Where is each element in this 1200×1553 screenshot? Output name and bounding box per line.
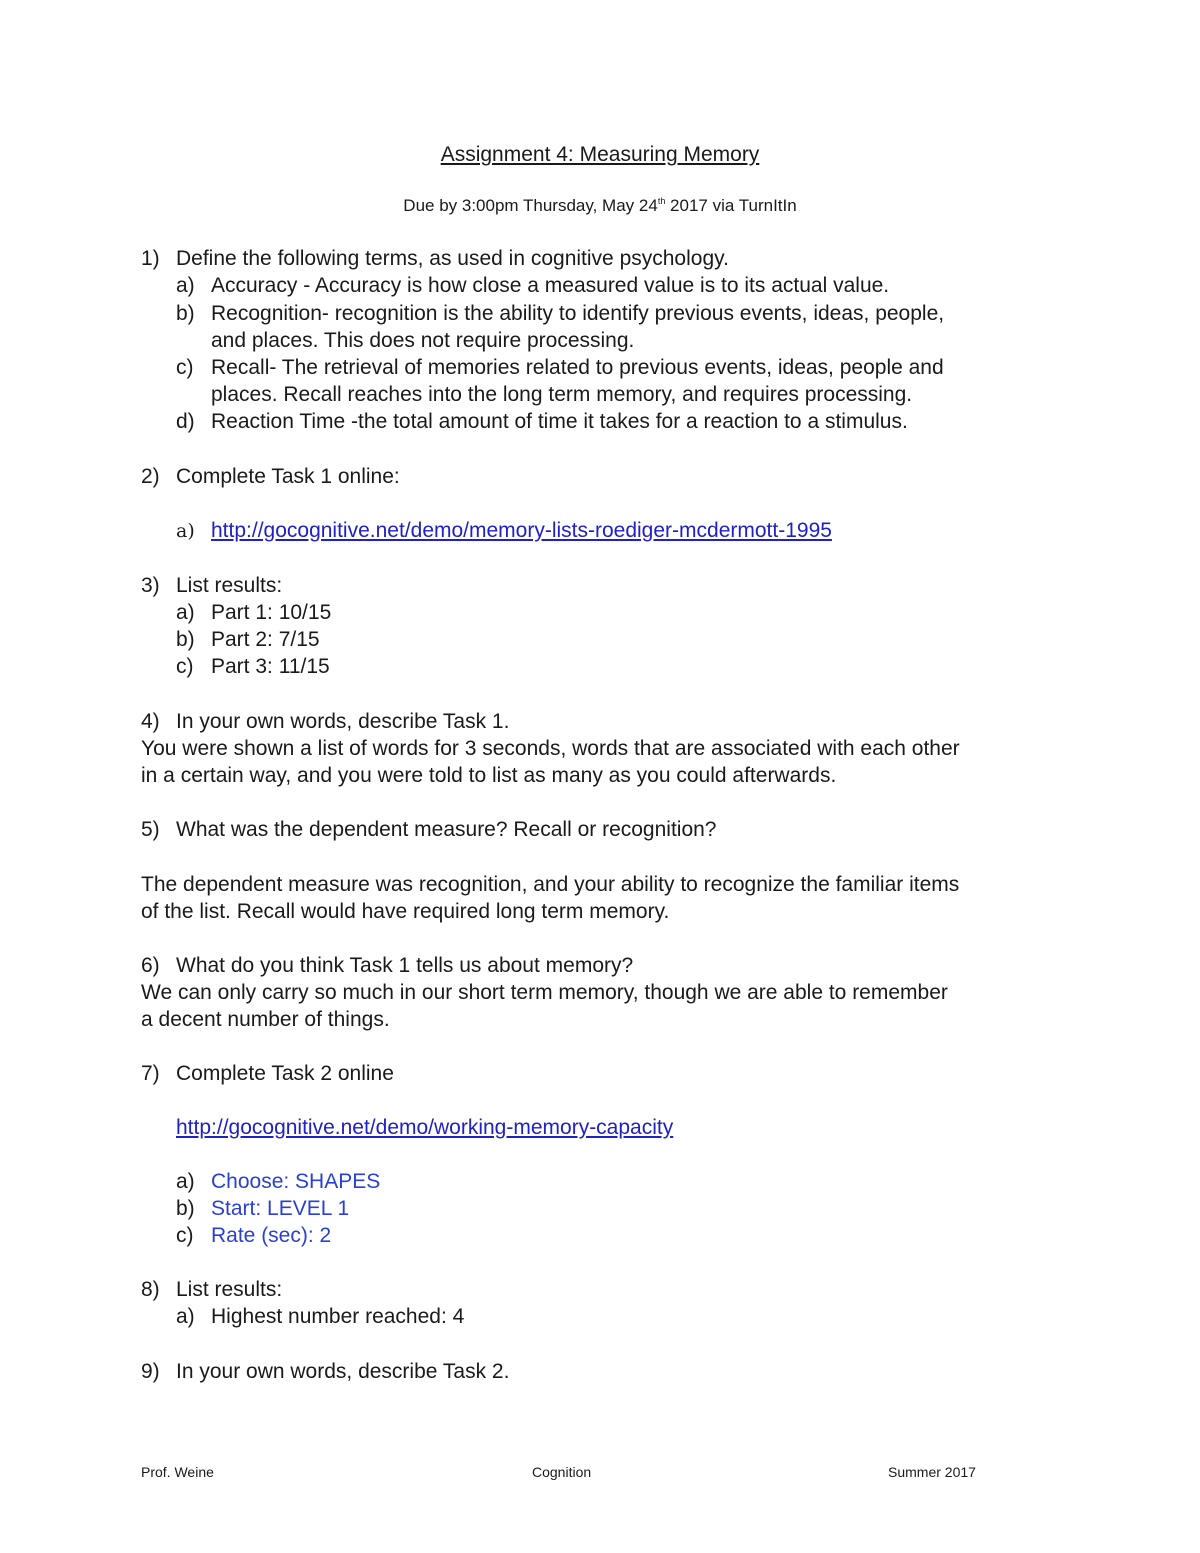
q7-item-b: b) Start: LEVEL 1 [176, 1197, 350, 1220]
question-6: 6) What do you think Task 1 tells us about memory? [141, 954, 634, 977]
q3-item-b: b) Part 2: 7/15 [176, 628, 320, 651]
q1-item-d: d) Reaction Time -the total amount of time it takes for a reaction to a stimulus. [176, 410, 908, 433]
question-3: 3) List results: [141, 574, 283, 597]
q1-item-c-cont: places. Recall reaches into the long term memory, and requires processing. [211, 383, 913, 406]
footer-left: Prof. Weine [141, 1464, 214, 1480]
q7-item-c: c) Rate (sec): 2 [176, 1224, 332, 1247]
question-5: 5) What was the dependent measure? Recall or recognition? [141, 818, 717, 841]
q3-item-c: c) Part 3: 11/15 [176, 655, 330, 678]
question-text: Define the following terms, as used in cognitive psychology. [176, 247, 729, 270]
q8-item-a: a) Highest number reached: 4 [176, 1305, 465, 1328]
q4-answer-line-1: You were shown a list of words for 3 seconds, words that are associated with each other [141, 737, 960, 760]
q5-answer-line-1: The dependent measure was recognition, and your ability to recognize the familiar items [141, 873, 960, 896]
q1-item-b-cont: and places. This does not require processing. [211, 329, 635, 352]
q6-answer-line-2: a decent number of things. [141, 1008, 390, 1031]
q1-item-c: c) Recall- The retrieval of memories related to previous events, ideas, people and [176, 356, 944, 379]
q7-item-a: a) Choose: SHAPES [176, 1170, 381, 1193]
footer-right: Summer 2017 [888, 1464, 976, 1480]
q2-item-a: a) http://gocognitive.net/demo/memory-lists-roediger-mcdermott-1995 [176, 519, 832, 542]
q3-item-a: a) Part 1: 10/15 [176, 601, 332, 624]
task1-link[interactable]: http://gocognitive.net/demo/memory-lists-roediger-mcdermott-1995 [211, 519, 832, 542]
q1-item-b: b) Recognition- recognition is the ability to identify previous events, ideas, people, [176, 302, 945, 325]
task2-link[interactable]: http://gocognitive.net/demo/working-memory-capacity [176, 1116, 674, 1139]
q5-answer-line-2: of the list. Recall would have required long term memory. [141, 900, 670, 923]
due-date-line: Due by 3:00pm Thursday, May 24th 2017 via TurnItIn [403, 196, 797, 215]
question-4: 4) In your own words, describe Task 1. [141, 710, 510, 733]
footer-center: Cognition [532, 1464, 592, 1480]
q4-answer-line-2: in a certain way, and you were told to list as many as you could afterwards. [141, 764, 837, 787]
question-number: 1) [141, 247, 160, 270]
q1-item-a: a) Accuracy - Accuracy is how close a measured value is to its actual value. [176, 274, 890, 297]
question-1 [141, 246, 729, 272]
question-7: 7) Complete Task 2 online [141, 1062, 394, 1085]
question-2: 2) Complete Task 1 online: [141, 465, 400, 488]
question-8: 8) List results: [141, 1278, 283, 1301]
q6-answer-line-1: We can only carry so much in our short term memory, though we are able to remember [141, 981, 948, 1004]
page-title: Assignment 4: Measuring Memory [440, 143, 760, 166]
question-9: 9) In your own words, describe Task 2. [141, 1360, 510, 1383]
